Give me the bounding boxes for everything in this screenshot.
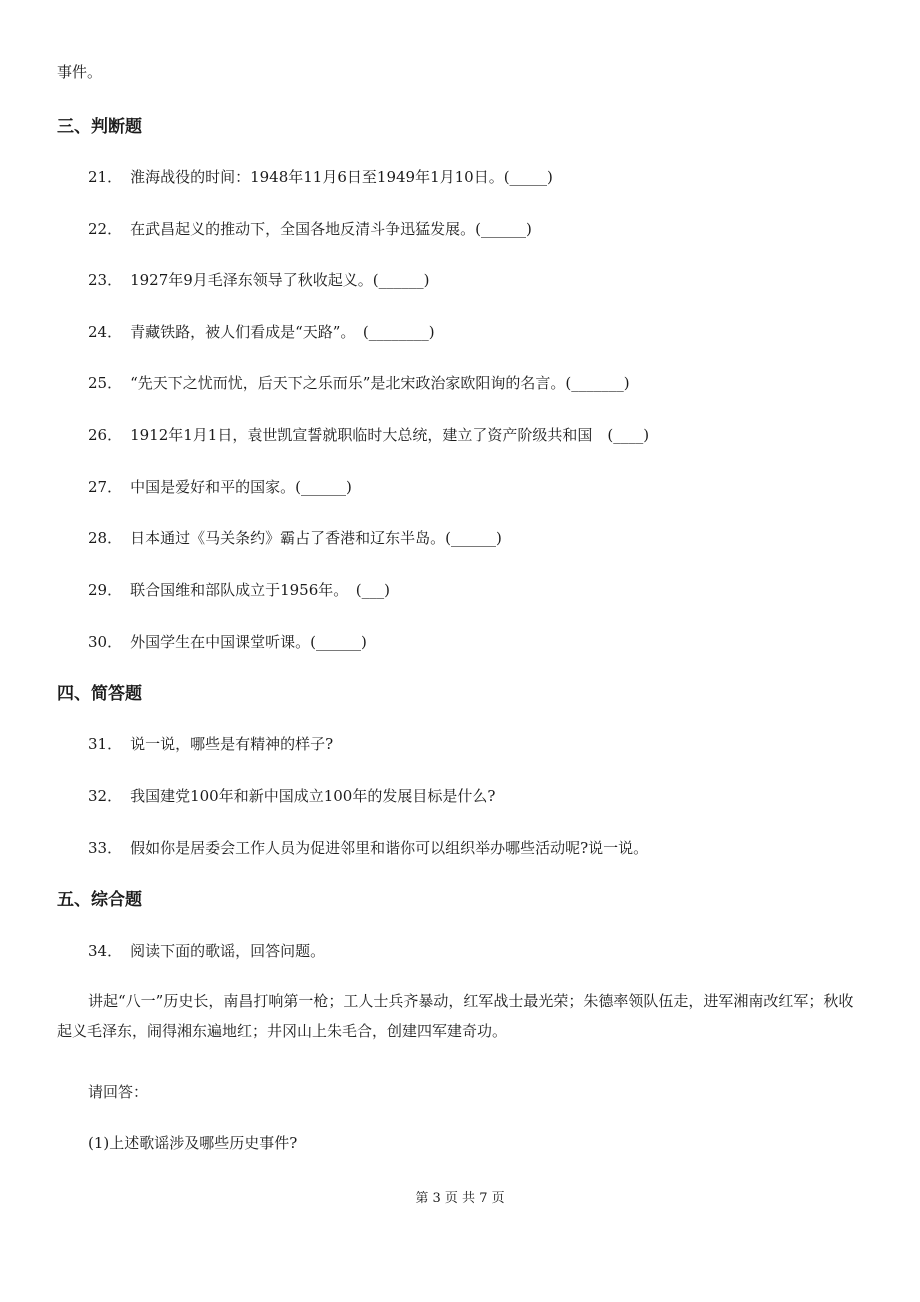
ballad-passage: 讲起“八一”历史长，南昌打响第一枪；工人士兵齐暴动，红军战士最光荣；朱德率领队伍走，进军湘南改红军；秋收起义毛泽东，闹得湘东遍地红；井冈山上朱毛合，创建四军建奇功。 [57, 992, 854, 1040]
question-number: 23． [88, 271, 123, 289]
question-number: 31． [88, 735, 123, 753]
question-number: 24． [88, 323, 123, 341]
question-number: 32． [88, 787, 123, 805]
question-30 [88, 632, 367, 652]
question-text: 1927年9月毛泽东领导了秋收起义。(______) [130, 271, 430, 289]
question-text: 在武昌起义的推动下，全国各地反清斗争迅猛发展。(______) [130, 220, 532, 238]
question-text: 假如你是居委会工作人员为促进邻里和谐你可以组织举办哪些活动呢?说一说。 [130, 839, 649, 857]
question-number: 25． [88, 374, 123, 392]
question-text: 外国学生在中国课堂听课。(______) [130, 633, 367, 651]
question-text: 联合国维和部队成立于1956年。 (___) [130, 581, 390, 599]
question-22 [88, 219, 532, 239]
question-28 [88, 528, 502, 548]
question-33 [88, 838, 648, 858]
question-number: 33． [88, 839, 123, 857]
question-text: 说一说，哪些是有精神的样子? [130, 735, 334, 753]
question-text: 淮海战役的时间：1948年11月6日至1949年1月10日。(_____) [130, 168, 553, 186]
question-number: 22． [88, 220, 123, 238]
section-heading-short-answer: 四、简答题 [57, 684, 142, 704]
question-34 [88, 941, 325, 961]
section-heading-judgment: 三、判断题 [57, 117, 142, 137]
question-21 [88, 167, 553, 187]
question-31 [88, 734, 333, 754]
question-number: 26． [88, 426, 123, 444]
question-number: 21． [88, 168, 123, 186]
answer-prompt: 请回答： [88, 1083, 149, 1101]
question-text: 阅读下面的歌谣，回答问题。 [130, 942, 326, 960]
question-24 [88, 322, 435, 342]
question-26 [88, 425, 649, 445]
continued-text: 事件。 [57, 63, 103, 81]
sub-question-1: (1)上述歌谣涉及哪些历史事件? [88, 1134, 298, 1152]
question-number: 30． [88, 633, 123, 651]
question-number: 29． [88, 581, 123, 599]
question-text: 中国是爱好和平的国家。(______) [130, 478, 352, 496]
question-25 [88, 373, 630, 393]
question-32 [88, 786, 495, 806]
question-text: “先天下之忧而忧，后天下之乐而乐”是北宋政治家欧阳询的名言。(_______) [130, 374, 630, 392]
section-heading-comprehensive: 五、综合题 [57, 890, 142, 910]
question-text: 我国建党100年和新中国成立100年的发展目标是什么? [130, 787, 496, 805]
page-footer: 第 3 页 共 7 页 [415, 1191, 505, 1206]
question-23 [88, 270, 430, 290]
question-number: 28． [88, 529, 123, 547]
question-text: 1912年1月1日，袁世凯宣誓就职临时大总统，建立了资产阶级共和国 (____) [130, 426, 650, 444]
question-27 [88, 477, 352, 497]
question-29 [88, 580, 390, 600]
question-number: 34． [88, 942, 123, 960]
question-number: 27． [88, 478, 123, 496]
question-text: 青藏铁路，被人们看成是“天路”。 (________) [130, 323, 435, 341]
question-text: 日本通过《马关条约》霸占了香港和辽东半岛。(______) [130, 529, 502, 547]
